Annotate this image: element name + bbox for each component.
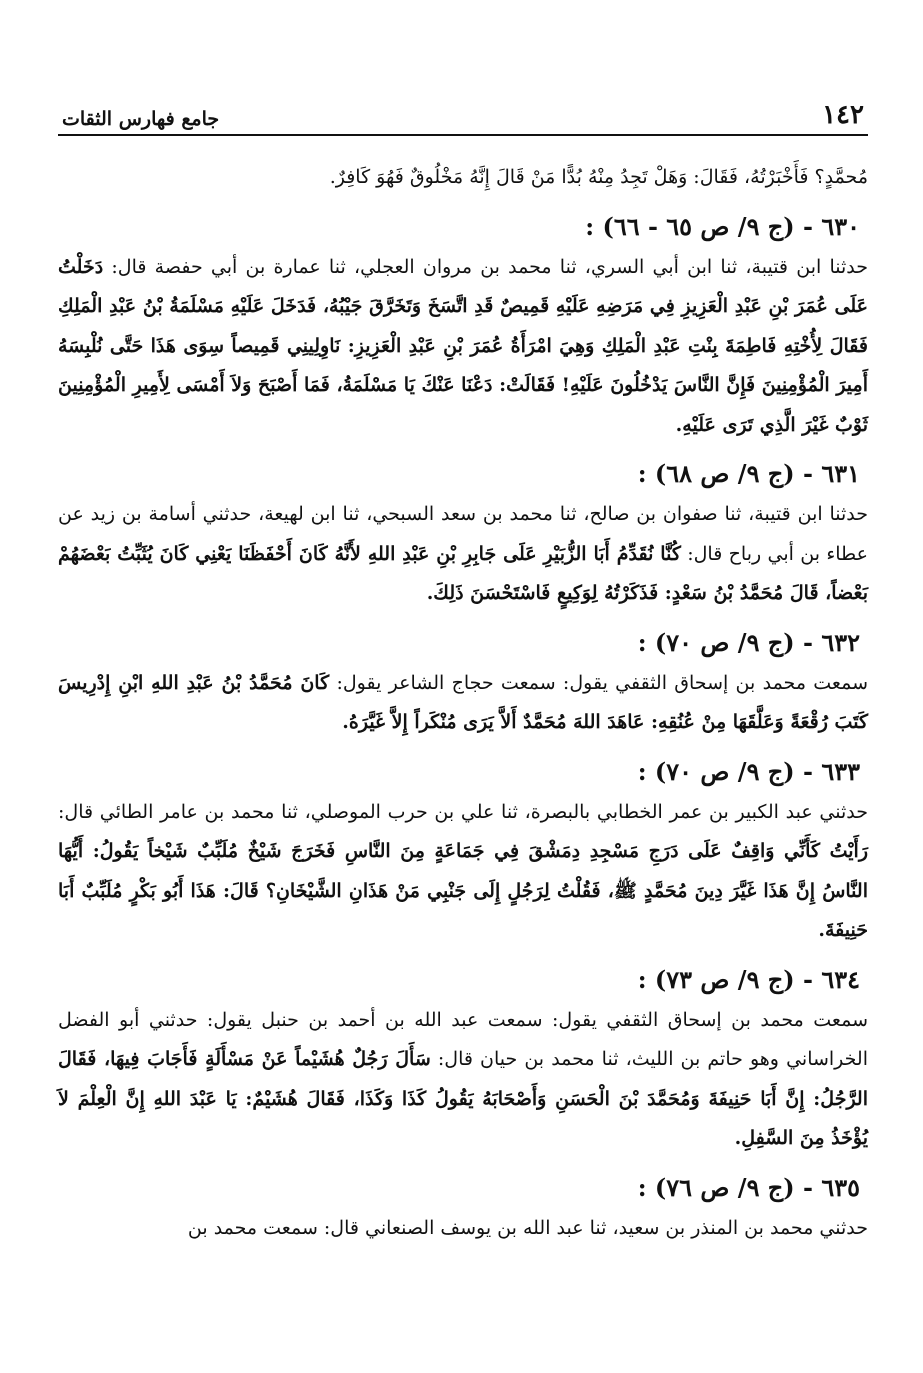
intro-paragraph: مُحمَّدٍ؟ فَأَخْبَرْتُهُ، فَقَالَ: وَهَلْ تَجِدُ مِنْهُ بُدًّا مَنْ قَالَ إِنَّهُ مَخْلُوقٌ فَهُوَ كَافِرٌ. <box>329 166 868 188</box>
isnad-chain: حدثنا ابن قتيبة، ثنا صفوان بن صالح، ثنا محمد بن سعد السبحي، ثنا ابن لهيعة، حدثني أسامة بن زيد عن عطاء بن أبي رباح قال: <box>58 503 868 565</box>
page-number: ١٤٢ <box>822 100 864 130</box>
entry-630 <box>58 206 868 446</box>
isnad-chain: حدثني محمد بن المنذر بن سعيد، ثنا عبد الله بن يوسف الصنعاني قال: سمعت محمد بن <box>187 1216 868 1239</box>
entry-body <box>58 1209 868 1249</box>
entry-633 <box>58 751 868 951</box>
narration-text: كَانَ مُحَمَّدُ بْنُ عَبْدِ اللهِ ابْنِ إِدْرِيسَ كَتَبَ رُقْعَةً وَعَلَّقَهَا مِنْ عُنُقِهِ: عَاهَدَ اللهَ مُحَمَّدٌ أَلاَّ يَرَى مُنْكَراً إِلاَّ غَيَّرَهُ. <box>58 671 868 733</box>
entry-heading: ٦٣٢ - (ج ٩/ ص ٧٠) : <box>637 627 860 657</box>
isnad-chain: حدثني عبد الكبير بن عمر الخطابي بالبصرة، ثنا علي بن حرب الموصلي، ثنا محمد بن عامر الطائي قال: <box>58 800 868 823</box>
narration-text: رَأَيْتُ كَأَنِّي وَاقِفٌ عَلَى دَرَجِ مَسْجِدِ دِمَشْقَ فِي جَمَاعَةٍ مِنَ النَّاسِ فَخَرَجَ شَيْخٌ مُلَبِّبٌ شَيْخاً يَقُولُ: أَيُّهَا النَّاسُ إِنَّ هَذَا غَيَّرَ دِينَ مُحَمَّدٍ ﷺ، فَقُلْتُ لِرَجُلٍ إِلَى جَنْبِي مَنْ هَذَانِ الشَّيْخَانِ؟ قَالَ: هَذَا أَبُو بَكْرٍ مُلَبِّبٌ أَبَا حَنِيفَةَ. <box>58 840 868 941</box>
narration-text: سَأَلَ رَجُلٌ هُشَيْماً عَنْ مَسْأَلَةٍ فَأَجَابَ فِيهَا، فَقَالَ الرَّجُلُ: إِنَّ أَبَا حَنِيفَةَ وَمُحَمَّدَ بْنَ الْحَسَنِ وَأَصْحَابَهُ يَقُولُ كَذَا وَكَذَا، فَقَالَ هُشَيْمٌ: يَا عَبْدَ اللهِ إِنَّ الْعِلْمَ لاَ يُؤْخَذُ مِنَ السَّفِلِ. <box>58 1048 868 1149</box>
entry-body <box>58 664 868 743</box>
entry-heading: ٦٣٠ - (ج ٩/ ص ٦٥ - ٦٦) : <box>585 211 860 241</box>
entry-635 <box>58 1167 868 1249</box>
entry-heading: ٦٣٥ - (ج ٩/ ص ٧٦) : <box>637 1172 860 1202</box>
entry-body <box>58 248 868 446</box>
entry-heading: ٦٣١ - (ج ٩/ ص ٦٨) : <box>637 459 860 488</box>
running-head <box>58 96 868 136</box>
entry-634 <box>58 959 868 1159</box>
entry-631 <box>58 453 868 614</box>
book-title: جامع فهارس الثقات <box>62 108 220 130</box>
entry-heading: ٦٣٤ - (ج ٩/ ص ٧٣) : <box>637 964 860 994</box>
entry-body <box>58 1001 868 1159</box>
entry-body <box>58 495 868 614</box>
entry-body <box>58 793 868 951</box>
narration-text: دَخَلْتُ عَلَى عُمَرَ بْنِ عَبْدِ الْعَزِيزِ فِي مَرَضِهِ عَلَيْهِ قَمِيصٌ قَدِ اتَّسَخَ وَتَخَرَّقَ جَيْبُهُ، فَدَخَلَ عَلَيْهِ مَسْلَمَةُ بْنُ عَبْدِ الْمَلِكِ فَقَالَ لِأُخْتِهِ فَاطِمَةَ بِنْتِ عَبْدِ الْمَلِكِ وَهِيَ امْرَأَةُ عُمَرَ بْنِ عَبْدِ الْعَزِيزِ: نَاوِلِينِي قَمِيصاً سِوَى هَذَا حَتَّى نُلْبِسَهُ أَمِيرَ الْمُؤْمِنِينَ فَإِنَّ النَّاسَ يَدْخُلُونَ عَلَيْهِ! فَقَالَتْ: دَعْنَا عَنْكَ يَا مَسْلَمَةُ، فَمَا أَصْبَحَ وَلاَ أَمْسَى لِأَمِيرِ الْمُؤْمِنِينَ ثَوْبٌ غَيْرَ الَّذِي تَرَى عَلَيْهِ. <box>58 255 868 436</box>
entry-632 <box>58 622 868 743</box>
isnad-chain: سمعت محمد بن إسحاق الثقفي يقول: سمعت عبد الله بن أحمد بن حنبل يقول: حدثني أبو الفضل الخراساني وهو حاتم بن الليث، ثنا محمد بن حيان قال: <box>58 1008 869 1070</box>
page <box>58 96 868 1356</box>
narration-text: كُنَّا نُقَدِّمُ أَبَا الزُّبَيْرِ عَلَى جَابِرِ بْنِ عَبْدِ اللهِ لأَنَّهُ كَانَ أَحْفَظَنَا يَعْنِي كَانَ يُثَبِّتُ بَعْضَهُمْ بَعْضاً، قَالَ مُحَمَّدُ بْنُ سَعْدٍ: فَذَكَرْتُهُ لِوَكِيعٍ فَاسْتَحْسَنَ ذَلِكَ. <box>58 542 868 604</box>
isnad-chain: سمعت محمد بن إسحاق الثقفي يقول: سمعت حجاج الشاعر يقول: <box>336 671 869 694</box>
entry-heading: ٦٣٣ - (ج ٩/ ص ٧٠) : <box>637 756 860 786</box>
isnad-chain: حدثنا ابن قتيبة، ثنا ابن أبي السري، ثنا محمد بن مروان العجلي، ثنا عمارة بن أبي حفصة قال: <box>111 255 868 278</box>
